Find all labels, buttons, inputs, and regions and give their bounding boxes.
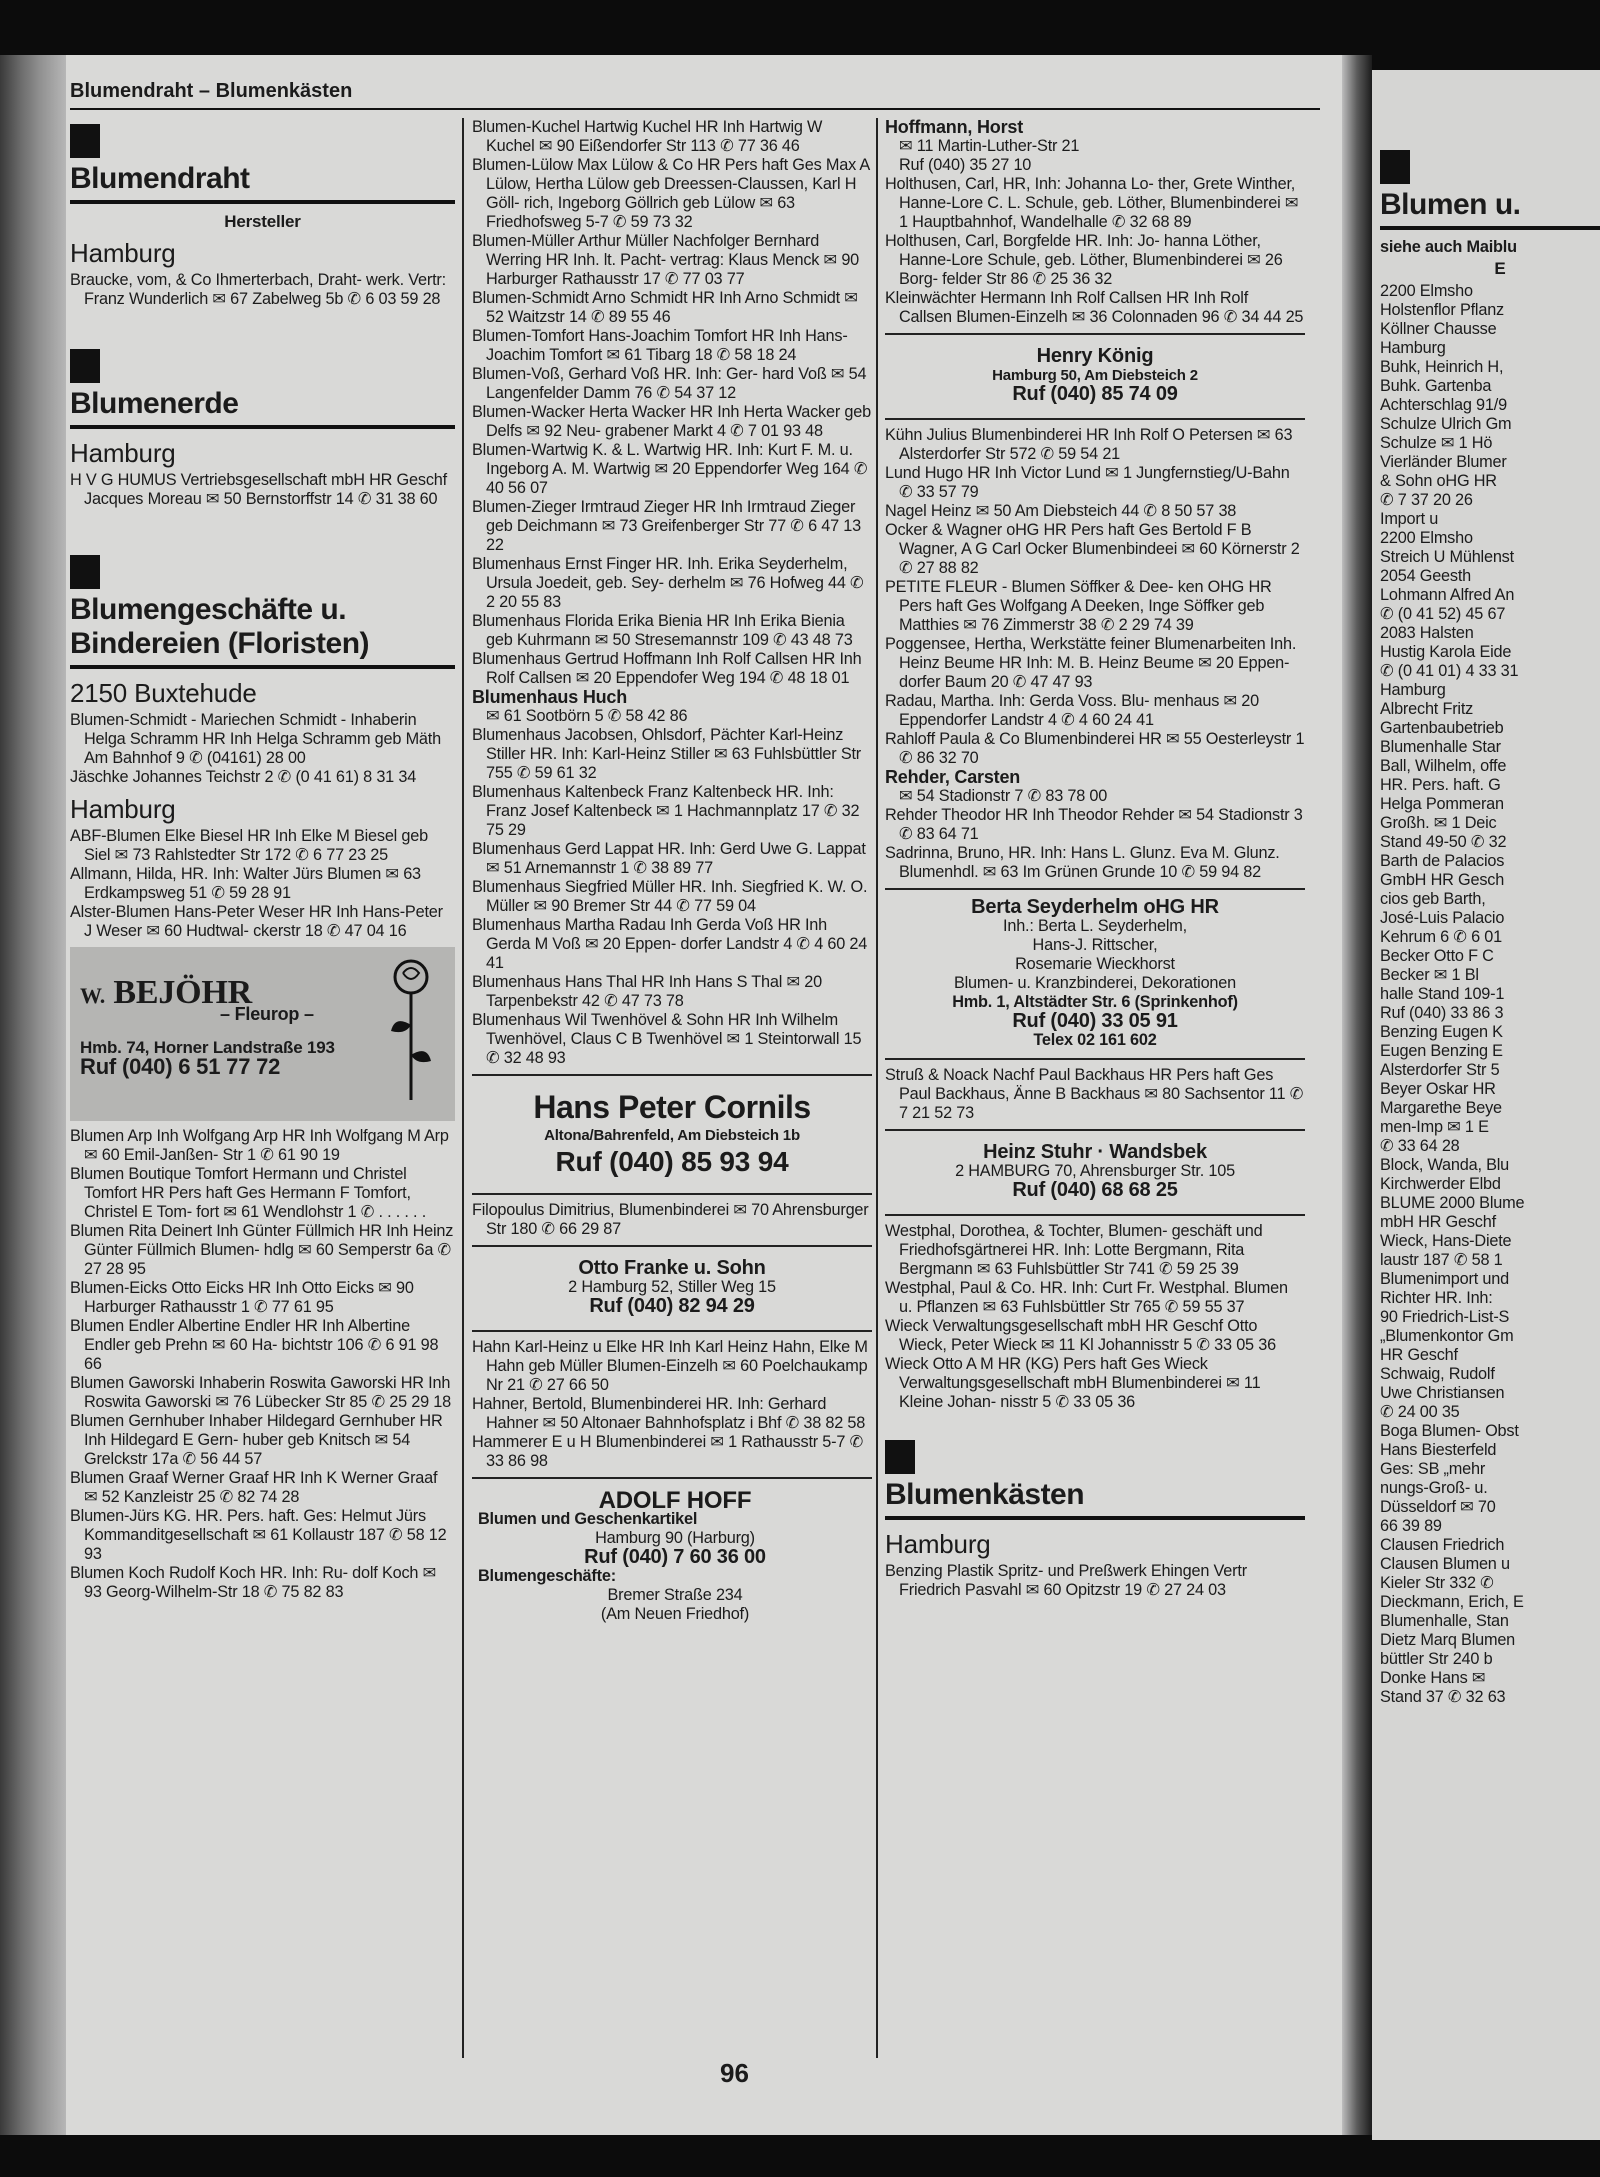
right-page-line: laustr 187 ✆ 58 1 [1380,1251,1503,1269]
listing-group [70,271,455,309]
right-page-line: Köllner Chausse [1380,320,1497,338]
right-page-line: halle Stand 109-1 [1380,985,1505,1003]
right-page-line: Dieckmann, Erich, E [1380,1593,1524,1611]
right-page-line: „Blumenkontor Gm [1380,1327,1514,1345]
divider [472,1245,872,1247]
listing-group [472,1338,872,1471]
section-title-floristen-2: Bindereien (Floristen) [70,627,370,660]
right-page-line: Block, Wanda, Blu [1380,1156,1510,1174]
cornils-address: Altona/Bahrenfeld, Am Diebsteich 1b [544,1127,800,1144]
listing-entry: Blumen-Zieger Irmtraud Zieger HR Inh Irmtraud Zieger geb Deichmann ✉ 73 Greifenberger Str 77 ✆ 6 47 13 22 [472,498,861,554]
right-page-line: Hamburg [1380,681,1446,699]
right-page-line: mbH HR Geschf [1380,1213,1496,1231]
right-page-line: 2200 Elmsho [1380,529,1473,547]
section-rule [70,665,455,669]
city-heading: Hamburg [885,1529,991,1559]
see-also: siehe auch Maiblu [1380,238,1517,256]
listing-entry: Blumen Endler Albertine Endler HR Inh Albertine Endler geb Prehn ✉ 60 Ha- bichtstr 106 ✆ 6 91 98 66 [70,1317,439,1373]
listing-entry: Blumen Arp Inh Wolfgang Arp HR Inh Wolfgang M Arp ✉ 60 Emil-Janßen- Str 1 ✆ 61 90 19 [70,1127,449,1164]
listing-entry: Holthusen, Carl, Borgfelde HR. Inh: Jo- hanna Löther, Hanne-Lore Schule, geb. Löther, Blumenbinderei ✉ 26 Borg- felder Str 86 ✆ 25 36 32 [885,232,1283,288]
section-rule [885,1516,1305,1520]
listing-entry: Blumenhaus Florida Erika Bienia HR Inh Erika Bienia geb Kuhrmann ✉ 50 Stresemannstr 109 ✆ 43 48 73 [472,612,853,649]
right-page-line: Becker Otto F C [1380,947,1494,965]
listing-entry: Westphal, Dorothea, & Tochter, Blumen- geschäft und Friedhofsgärtnerei HR. Inh: Lotte Bergmann, Rita Bergmann ✉ 63 Fuhlsbüttler Str 741 ✆ 59 25 39 [885,1222,1263,1278]
right-page [1372,70,1600,2140]
city-heading: Hamburg [70,794,176,824]
listing-line: ✉ 11 Martin-Luther-Str 21 [899,137,1080,155]
right-page-line: Import u [1380,510,1439,528]
seyderhelm-advertisement [885,896,1305,1052]
right-page-lines [1380,282,1600,1707]
right-page-line: 2200 Elmsho [1380,282,1473,300]
listing-entry: Struß & Noack Nachf Paul Backhaus HR Pers haft Ges Paul Backhaus, Änne B Backhaus ✉ 80 Sachsentor 11 ✆ 7 21 52 73 [885,1066,1304,1122]
section-title-blumenkaesten: Blumenkästen [885,1478,1085,1511]
seyderhelm-owners-3: Rosemarie Wieckhorst [1015,955,1175,973]
hoff-advertisement [472,1485,872,1632]
listing-entry: PETITE FLEUR - Blumen Söffker & Dee- ken OHG HR Pers haft Ges Wolfgang A Deeken, Inge Söffker geb Matthies ✉ 76 Zimmerstr 38 ✆ 2 29 74 39 [885,578,1272,634]
right-page-line: BLUME 2000 Blume [1380,1194,1525,1212]
city-heading: Hamburg [70,238,176,268]
listing-group [885,1222,1305,1412]
listing-entry: Blumenhaus Jacobsen, Ohlsdorf, Pächter Karl-Heinz Stiller HR. Inh: Karl-Heinz Stiller ✉ 63 Fuhlsbüttler Str 755 ✆ 59 61 32 [472,726,862,782]
koenig-address: Hamburg 50, Am Diebsteich 2 [992,367,1198,384]
right-page-line: Blumenimport und [1380,1270,1509,1288]
right-page-line: Helga Pommeran [1380,795,1504,813]
right-page-line: Lohmann Alfred An [1380,586,1515,604]
section-subtitle: E [1494,259,1506,278]
koenig-advertisement [885,341,1305,412]
cornils-advertisement [472,1082,872,1187]
hoffmann-lines [885,137,1305,175]
city-heading: 2150 Buxtehude [70,678,257,708]
column-3 [885,118,1305,1600]
listing-group [472,118,872,688]
right-page-line: 2054 Geesth [1380,567,1472,585]
divider [885,418,1305,420]
right-page-line: Stand 49-50 ✆ 32 [1380,833,1507,851]
section-title-floristen-1: Blumengeschäfte u. [70,593,347,626]
stuhr-advertisement [885,1137,1305,1208]
rehder-name: Rehder, Carsten [885,767,1021,787]
listing-entry: Blumen-Müller Arthur Müller Nachfolger Bernhard Werring HR Inh. lt. Pacht- vertrag: Klaus Menck ✉ 90 Harburger Rathausstr 17 ✆ 77 03 77 [472,232,860,288]
listing-entry: Blumen Koch Rudolf Koch HR. Inh: Ru- dolf Koch ✉ 93 Georg-Wilhelm-Str 18 ✆ 75 82 83 [70,1564,437,1601]
listing-entry: Blumen-Lülow Max Lülow & Co HR Pers haft Ges Max A Lülow, Hertha Lülow geb Dreessen-Claussen, Karl H Göll- rich, Ingeborg Göllrich geb Lülow ✉ 63 Friedhofsweg 5-7 ✆ 59 73 32 [472,156,870,231]
listing-entry: Rahloff Paula & Co Blumenbinderei HR ✉ 55 Oesterleystr 1 ✆ 86 32 70 [885,730,1305,767]
divider [885,888,1305,890]
listing-entry: Blumenhaus Gertrud Hoffmann Inh Rolf Callsen HR Inh Rolf Callsen ✉ 20 Eppendofer Weg 194 ✆ 48 18 01 [472,650,862,687]
bejohr-phone: Ruf (040) 6 51 77 72 [80,1054,281,1079]
section-marker [70,124,100,158]
right-page-line: ✆ (0 41 52) 45 67 [1380,605,1506,623]
listing-entry: Blumen-Jürs KG. HR. Pers. haft. Ges: Helmut Jürs Kommanditgesellschaft ✉ 61 Kollaustr 187 ✆ 58 12 93 [70,1507,447,1563]
listing-group [70,471,455,509]
right-page-line: Barth de Palacios [1380,852,1505,870]
right-page-line: Holstenflor Pflanz [1380,301,1504,319]
right-page-line: cios geb Barth, [1380,890,1486,908]
right-page-line: Richter HR. Inh: [1380,1289,1493,1307]
column-separator [462,118,464,2058]
right-page-line: José-Luis Palacio [1380,909,1505,927]
listing-entry: Blumen-Voß, Gerhard Voß HR. Inh: Ger- hard Voß ✉ 54 Langenfelder Damm 76 ✆ 54 37 12 [472,365,867,402]
right-page-line: men-Imp ✉ 1 E [1380,1118,1489,1136]
section-rule [70,425,455,429]
bejohr-address: Hmb. 74, Horner Landstraße 193 [80,1038,335,1057]
right-page-line: Kieler Str 332 ✆ [1380,1574,1494,1592]
listing-entry: Braucke, vom, & Co Ihmerterbach, Draht- werk. Vertr: Franz Wunderlich ✉ 67 Zabelweg 5b ✆ 6 03 59 28 [70,271,446,308]
listing-entry: Blumenhaus Gerd Lappat HR. Inh: Gerd Uwe G. Lappat ✉ 51 Arnemannstr 1 ✆ 38 89 77 [472,840,866,877]
section-title: Blumen u. [1380,188,1521,221]
right-page-line: Benzing Eugen K [1380,1023,1503,1041]
listing-entry: Blumen Boutique Tomfort Hermann und Christel Tomfort HR Pers haft Ges Hermann F Tomfort, Christel E Tom- fort ✉ 61 Wendlohstr 1 ✆ . . . . . . [70,1165,427,1221]
huch-name: Blumenhaus Huch [472,687,628,707]
listing-group [70,827,455,941]
hoff-branch-note: (Am Neuen Friedhof) [600,1605,750,1623]
koenig-name: Henry König [1036,345,1154,367]
section-title-blumendraht: Blumendraht [70,162,250,195]
stuhr-name: Heinz Stuhr · Wandsbek [983,1141,1207,1163]
right-page-line: HR Geschf [1380,1346,1458,1364]
right-page-line: ✆ (0 41 01) 4 33 31 [1380,662,1519,680]
right-page-line: ✆ 7 37 20 26 [1380,491,1473,509]
listing-entry: Blumen Gernhuber Inhaber Hildegard Gernhuber HR Inh Hildegard E Gern- huber geb Knitsch ✉ 54 Grelckstr 17a ✆ 56 44 57 [70,1412,443,1468]
section-marker [70,349,100,383]
franke-address: 2 Hamburg 52, Stiller Weg 15 [568,1278,776,1296]
listing-entry: Lund Hugo HR Inh Victor Lund ✉ 1 Jungfernstieg/U-Bahn ✆ 33 57 79 [885,464,1290,501]
rose-icon [381,955,441,1105]
right-page-line: Großh. ✉ 1 Deic [1380,814,1497,832]
section-marker [70,555,100,589]
listing-group [70,1127,455,1602]
listing-entry: Wieck Verwaltungsgesellschaft mbH HR Geschf Otto Wieck, Peter Wieck ✉ 11 Kl Johannisstr 5 ✆ 33 05 36 [885,1317,1276,1354]
right-page-line: Vierländer Blumer [1380,453,1507,471]
listing-group [885,175,1305,327]
header-rule [70,108,1320,110]
listing-line: Ruf (040) 35 27 10 [899,156,1032,174]
seyderhelm-owners-1: Inh.: Berta L. Seyderhelm, [1003,917,1187,935]
franke-name: Otto Franke u. Sohn [578,1257,766,1279]
section-rule [1380,226,1600,230]
rehder-line: ✉ 54 Stadionstr 7 ✆ 83 78 00 [899,787,1108,805]
listing-entry: Hahn Karl-Heinz u Elke HR Inh Karl Heinz Hahn, Elke M Hahn geb Müller Blumen-Einzelh ✉ 60 Poelchaukamp Nr 21 ✆ 27 66 50 [472,1338,868,1394]
seyderhelm-phone: Ruf (040) 33 05 91 [1012,1010,1178,1032]
listing-entry: Blumenhaus Siegfried Müller HR. Inh. Siegfried K. W. O. Müller ✉ 90 Bremer Str 44 ✆ 77 59 04 [472,878,868,915]
right-page-line: ✆ 33 64 28 [1380,1137,1460,1155]
listing-group [472,726,872,1068]
listing-group [70,711,455,787]
hoff-branch-address: Bremer Straße 234 [607,1586,743,1604]
right-page-line: Ruf (040) 33 86 3 [1380,1004,1504,1022]
right-page-line: Blumenhalle, Stan [1380,1612,1509,1630]
right-page-line: Albrecht Fritz [1380,700,1474,718]
right-page-line: nungs-Groß- u. [1380,1479,1488,1497]
listing-entry: Blumenhaus Kaltenbeck Franz Kaltenbeck HR. Inh: Franz Josef Kaltenbeck ✉ 1 Hachmannplatz 17 ✆ 32 75 29 [472,783,860,839]
listing-entry: Blumenhaus Wil Twenhövel & Sohn HR Inh Wilhelm Twenhövel, Claus C B Twenhövel ✉ 1 Steintorwall 15 ✆ 32 48 93 [472,1011,862,1067]
right-page-line: Boga Blumen- Obst [1380,1422,1519,1440]
listing-entry: Blumen-Wartwig K. & L. Wartwig HR. Inh: Kurt F. M. u. Ingeborg A. M. Wartwig ✉ 20 Eppendorfer Weg 164 ✆ 40 56 07 [472,441,868,497]
right-page-line: & Sohn oHG HR [1380,472,1497,490]
divider [885,1058,1305,1060]
right-page-line: Hans Biesterfeld [1380,1441,1497,1459]
right-page-line: Becker ✉ 1 Bl [1380,966,1479,984]
listing-entry: Blumen-Kuchel Hartwig Kuchel HR Inh Hartwig W Kuchel ✉ 90 Eißendorfer Str 113 ✆ 77 36 46 [472,118,823,155]
listing-entry: Kleinwächter Hermann Inh Rolf Callsen HR Inh Rolf Callsen Blumen-Einzelh ✉ 36 Colonnaden 96 ✆ 34 44 25 [885,289,1304,326]
listing-group [885,426,1305,768]
franke-advertisement [472,1253,872,1324]
listing-entry: Blumen-Tomfort Hans-Joachim Tomfort HR Inh Hans-Joachim Tomfort ✉ 61 Tibarg 18 ✆ 58 18 24 [472,327,848,364]
right-page-line: Dietz Marq Blumen [1380,1631,1516,1649]
right-page-line: GmbH HR Gesch [1380,871,1505,889]
right-page-line: Streich U Mühlenst [1380,548,1514,566]
divider [472,1074,872,1076]
right-page-line: Uwe Christiansen [1380,1384,1505,1402]
divider [472,1330,872,1332]
right-page-line: Düsseldorf ✉ 70 [1380,1498,1496,1516]
listing-entry: Filopoulus Dimitrius, Blumenbinderei ✉ 70 Ahrensburger Str 180 ✆ 66 29 87 [472,1201,869,1238]
right-page-line: Hustig Karola Eide [1380,643,1512,661]
listing-entry: Radau, Martha. Inh: Gerda Voss. Blu- menhaus ✉ 20 Eppendorfer Landstr 4 ✆ 4 60 24 41 [885,692,1259,729]
column-separator [876,118,878,2058]
right-page-line: Schwaig, Rudolf [1380,1365,1495,1383]
right-page-line: Schulze ✉ 1 Hö [1380,434,1493,452]
listing-entry: Rehder Theodor HR Inh Theodor Rehder ✉ 54 Stadionstr 3 ✆ 83 64 71 [885,806,1303,843]
listing-entry: H V G HUMUS Vertriebsgesellschaft mbH HR Geschf Jacques Moreau ✉ 50 Bernstorffstr 14 ✆ 31 38 60 [70,471,447,508]
right-page-line: Clausen Blumen u [1380,1555,1510,1573]
right-page-line: Schulze Ulrich Gm [1380,415,1512,433]
listing-group [885,1562,1305,1600]
bejohr-advertisement [70,947,455,1121]
fleurop-label: – Fleurop – [220,1004,314,1024]
seyderhelm-name: Berta Seyderhelm oHG HR [971,896,1219,918]
divider [885,1129,1305,1131]
listing-entry: Benzing Plastik Spritz- und Preßwerk Ehingen Vertr Friedrich Pasvahl ✉ 60 Opitzstr 19 ✆ 27 24 03 [885,1562,1247,1599]
right-page-line: 66 39 89 [1380,1517,1442,1535]
divider [472,1477,872,1479]
right-page-line: Wieck, Hans-Diete [1380,1232,1512,1250]
listing-entry: Sadrinna, Bruno, HR. Inh: Hans L. Glunz. Eva M. Glunz. Blumenhdl. ✉ 63 Im Grünen Grunde 10 ✆ 59 94 82 [885,844,1280,881]
hoff-phone: Ruf (040) 7 60 36 00 [584,1546,766,1568]
right-page-line: Clausen Friedrich [1380,1536,1505,1554]
right-page-line: Kehrum 6 ✆ 6 01 [1380,928,1502,946]
listing-entry: Blumen Graaf Werner Graaf HR Inh K Werner Graaf ✉ 52 Kanzleistr 25 ✆ 82 74 28 [70,1469,438,1506]
listing-entry: Blumen-Eicks Otto Eicks HR Inh Otto Eicks ✉ 90 Harburger Rathausstr 1 ✆ 77 61 95 [70,1279,414,1316]
seyderhelm-telex: Telex 02 161 602 [1033,1031,1157,1049]
listing-group [885,806,1305,882]
right-page-column [1380,150,1600,1707]
listing-entry: Jäschke Johannes Teichstr 2 ✆ (0 41 61) 8 31 34 [70,768,417,786]
listing-entry: Blumen-Schmidt Arno Schmidt HR Inh Arno Schmidt ✉ 52 Waitzstr 14 ✆ 89 55 46 [472,289,858,326]
divider [472,1193,872,1195]
listing-entry: Blumen Rita Deinert Inh Günter Füllmich HR Inh Heinz Günter Füllmich Blumen- hdlg ✉ 60 Semperstr 6a ✆ 27 28 95 [70,1222,454,1278]
right-page-line: Donke Hans ✉ [1380,1669,1486,1687]
listing-entry: Holthusen, Carl, HR, Inh: Johanna Lo- ther, Grete Winther, Hanne-Lore C. L. Schule, geb. Löther, Blumenbinderei ✉ 1 Hauptbahnhof, Wandelhalle ✆ 32 68 89 [885,175,1299,231]
franke-phone: Ruf (040) 82 94 29 [589,1295,755,1317]
huch-line: ✉ 61 Sootbörn 5 ✆ 58 42 86 [486,707,688,725]
section-marker [885,1440,915,1474]
right-page-line: Eugen Benzing E [1380,1042,1503,1060]
hoff-branch-label: Blumengeschäfte: [478,1567,616,1585]
seyderhelm-owners-2: Hans-J. Rittscher, [1032,936,1158,954]
right-page-line: Kirchwerder Elbd [1380,1175,1501,1193]
right-page-line: 2083 Halsten [1380,624,1474,642]
hoff-address: Hamburg 90 (Harburg) [595,1529,755,1547]
seyderhelm-business: Blumen- u. Kranzbinderei, Dekorationen [953,974,1236,992]
divider [885,333,1305,335]
right-page-line: Hamburg [1380,339,1446,357]
listing-entry: Nagel Heinz ✉ 50 Am Diebsteich 44 ✆ 8 50 57 38 [885,502,1237,520]
listing-entry: Allmann, Hilda, HR. Inh: Walter Jürs Blumen ✉ 63 Erdkampsweg 51 ✆ 59 28 91 [70,865,421,902]
listing-entry: Wieck Otto A M HR (KG) Pers haft Ges Wieck Verwaltungsgesellschaft mbH Blumenbinderei ✉ 11 Kleine Johan- nisstr 5 ✆ 33 05 36 [885,1355,1261,1411]
right-page-line: Gartenbaubetrieb [1380,719,1504,737]
listing-entry: Blumen Gaworski Inhaberin Roswita Gaworski HR Inh Roswita Gaworski ✉ 76 Lübecker Str 85 ✆ 25 29 18 [70,1374,452,1411]
section-rule [70,200,455,204]
listing-entry: Blumenhaus Ernst Finger HR. Inh. Erika Seyderhelm, Ursula Joedeit, geb. Sey- derhelm ✉ 76 Hofweg 44 ✆ 2 20 55 83 [472,555,864,611]
listing-entry: ABF-Blumen Elke Biesel HR Inh Elke M Biesel geb Siel ✉ 73 Rahlstedter Str 172 ✆ 6 77 23 25 [70,827,428,864]
listing-entry: Blumen-Wacker Herta Wacker HR Inh Herta Wacker geb Delfs ✉ 92 Neu- grabener Markt 4 ✆ 7 01 93 48 [472,403,871,440]
listing-entry: Poggensee, Hertha, Werkstätte feiner Blumenarbeiten Inh. Heinz Beume HR Inh: M. B. Heinz Beume ✉ 20 Eppen- dorfer Baum 20 ✆ 47 47 93 [885,635,1297,691]
page-header: Blumendraht – Blumenkästen [70,80,353,102]
koenig-phone: Ruf (040) 85 74 09 [1012,383,1178,405]
book-gutter [1342,55,1372,2135]
seyderhelm-address: Hmb. 1, Altstädter Str. 6 (Sprinkenhof) [952,993,1238,1011]
hoff-sub: Blumen und Geschenkartikel [478,1510,698,1528]
listing-entry: Alster-Blumen Hans-Peter Weser HR Inh Hans-Peter J Weser ✉ 60 Hudtwal- ckerstr 18 ✆ 47 04 16 [70,903,443,940]
right-page-line: Buhk. Gartenba [1380,377,1492,395]
listing-entry: Ocker & Wagner oHG HR Pers haft Ges Bertold F B Wagner, A G Carl Ocker Blumenbindeei ✉ 60 Körnerstr 2 ✆ 27 88 82 [885,521,1300,577]
right-page-line: Blumenhalle Star [1380,738,1501,756]
section-title-blumenerde: Blumenerde [70,387,239,420]
right-page-line: Achterschlag 91/9 [1380,396,1507,414]
right-page-line: Stand 37 ✆ 32 63 [1380,1688,1506,1706]
right-page-line: HR. Pers. haft. G [1380,776,1501,794]
right-page-line: Ges: SB „mehr [1380,1460,1486,1478]
city-heading: Hamburg [70,438,176,468]
cornils-phone: Ruf (040) 85 93 94 [555,1146,789,1177]
right-page-line: Ball, Wilhelm, offe [1380,757,1507,775]
listing-entry: Blumenhaus Hans Thal HR Inh Hans S Thal ✉ 20 Tarpenbekstr 42 ✆ 47 73 78 [472,973,822,1010]
right-page-line: Margarethe Beye [1380,1099,1502,1117]
listing-entry: Hahner, Bertold, Blumenbinderei HR. Inh: Gerhard Hahner ✉ 50 Altonaer Bahnhofsplatz i Bhf ✆ 38 82 58 [472,1395,866,1432]
right-page-line: 90 Friedrich-List-S [1380,1308,1510,1326]
right-page-line: büttler Str 240 b [1380,1650,1493,1668]
stuhr-address: 2 HAMBURG 70, Ahrensburger Str. 105 [955,1162,1235,1180]
book-edge [0,55,70,2135]
bejohr-logo: W. BEJÖHR [80,974,253,1011]
listing-entry: Blumen-Schmidt - Mariechen Schmidt - Inhaberin Helga Schramm HR Inh Helga Schramm geb Mäth Am Bahnhof 9 ✆ (04161) 28 00 [70,711,441,767]
hoff-name: ADOLF HOFF [598,1487,752,1514]
hoffmann-name: Hoffmann, Horst [885,117,1023,137]
cornils-name: Hans Peter Cornils [533,1089,811,1125]
listing-entry: Hammerer E u H Blumenbinderei ✉ 1 Rathausstr 5-7 ✆ 33 86 98 [472,1433,864,1470]
divider [885,1214,1305,1216]
page-number: 96 [720,2058,749,2088]
right-page-line: Alsterdorfer Str 5 [1380,1061,1500,1079]
section-subtitle: Hersteller [224,212,301,231]
right-page-line: Beyer Oskar HR [1380,1080,1496,1098]
right-page-line: Buhk, Heinrich H, [1380,358,1504,376]
section-marker [1380,150,1410,184]
listing-entry: Kühn Julius Blumenbinderei HR Inh Rolf O Petersen ✉ 63 Alsterdorfer Str 572 ✆ 59 54 21 [885,426,1293,463]
column-2 [472,118,872,1632]
right-page-line: ✆ 24 00 35 [1380,1403,1460,1421]
stuhr-phone: Ruf (040) 68 68 25 [1012,1179,1178,1201]
column-1 [70,118,455,1602]
listing-entry: Blumenhaus Martha Radau Inh Gerda Voß HR Inh Gerda M Voß ✉ 20 Eppen- dorfer Landstr 4 ✆ 4 60 24 41 [472,916,868,972]
listing-entry: Westphal, Paul & Co. HR. Inh: Curt Fr. Westphal. Blumen u. Pflanzen ✉ 63 Fuhlsbüttler Str 765 ✆ 59 55 37 [885,1279,1288,1316]
